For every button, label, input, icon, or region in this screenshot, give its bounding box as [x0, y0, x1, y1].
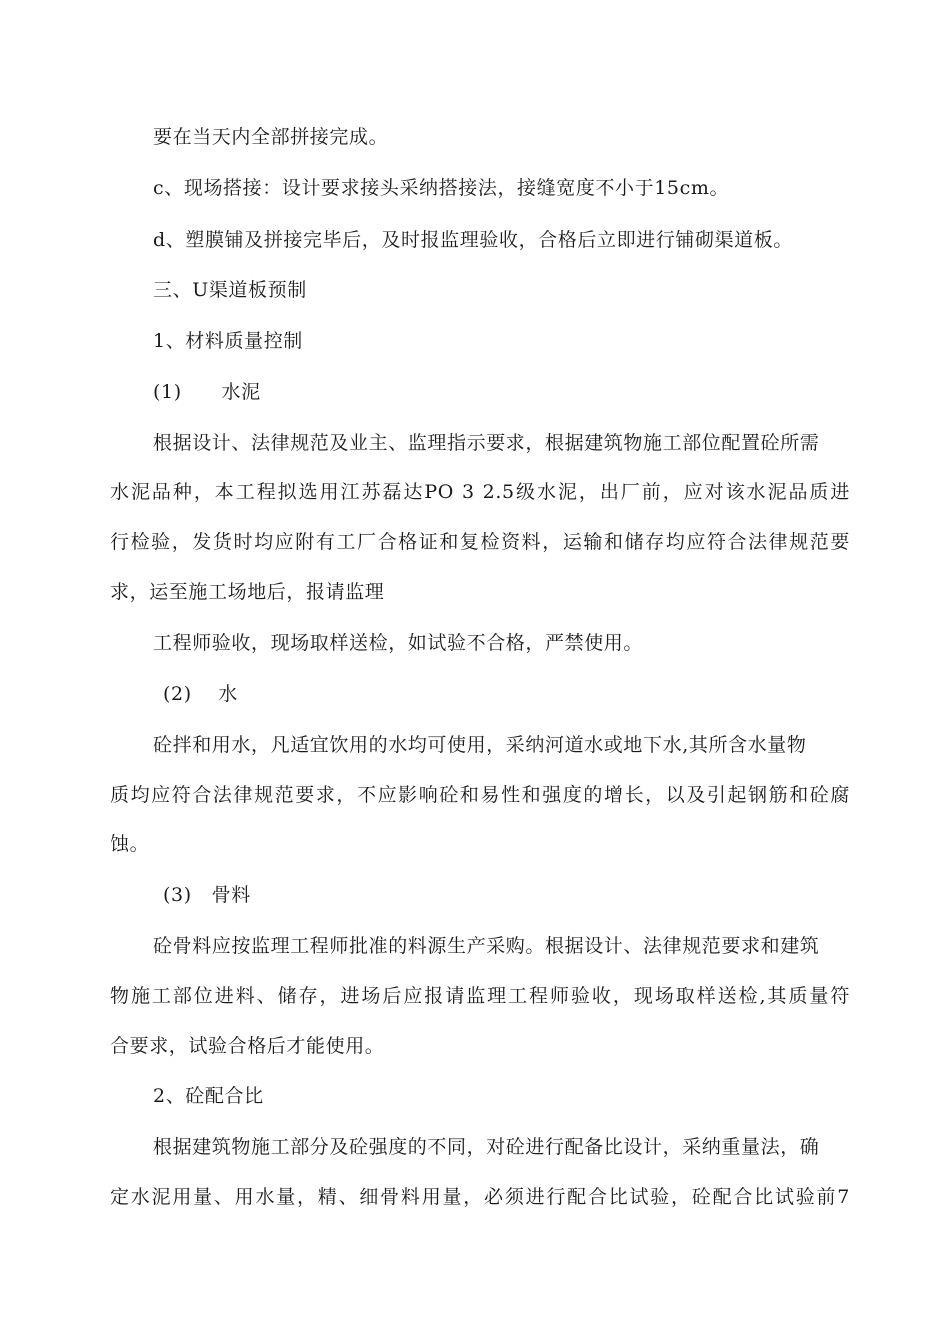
text-line: 砼骨料应按监理工程师批准的料源生产采购。根据设计、法律规范要求和建筑 [153, 935, 820, 957]
subsection-heading: 1、材料质量控制 [153, 330, 303, 352]
text-line: 定水泥用量、用水量，精、细骨料用量，必须进行配合比试验，砼配合比试验前7 [110, 1186, 850, 1208]
subsection-heading: 2、砼配合比 [153, 1085, 264, 1107]
text-line: 合要求，试验合格后才能使用。 [110, 1035, 385, 1057]
text-line: 要在当天内全部拼接完成。 [153, 126, 389, 148]
text-line: 行检验，发货时均应附有工厂合格证和复检资料，运输和储存均应符合法律规范要 [110, 531, 850, 553]
text-line: 水泥品种，本工程拟选用江苏磊达PO 3 2.5级水泥，出厂前，应对该水泥品质进 [110, 481, 850, 503]
item-heading: (3) 骨料 [163, 884, 251, 906]
item-heading: (1) 水泥 [153, 381, 261, 403]
text-line: 求，运至施工场地后，报请监理 [110, 581, 385, 603]
text-line: 物施工部位进料、储存，进场后应报请监理工程师验收，现场取样送检,其质量符 [110, 985, 850, 1007]
text-line: 工程师验收，现场取样送检，如试验不合格，严禁使用。 [153, 632, 644, 654]
text-line: c、现场搭接：设计要求接头采纳搭接法，接缝宽度不小于15cm。 [153, 177, 730, 199]
text-line: 质均应符合法律规范要求，不应影响砼和易性和强度的增长，以及引起钢筋和砼腐 [110, 784, 850, 806]
text-line: 蚀。 [110, 833, 150, 855]
section-heading: 三、U渠道板预制 [153, 279, 307, 301]
text-line: 砼拌和用水，凡适宜饮用的水均可使用，采纳河道水或地下水,其所含水量物 [153, 734, 807, 756]
text-line: 根据设计、法律规范及业主、监理指示要求，根据建筑物施工部位配置砼所需 [153, 432, 820, 454]
text-line: 根据建筑物施工部分及砼强度的不同，对砼进行配备比设计，采纳重量法，确 [153, 1136, 820, 1158]
text-line: d、塑膜铺及拼接完毕后，及时报监理验收，合格后立即进行铺砌渠道板。 [153, 229, 793, 251]
item-heading: (2) 水 [163, 683, 238, 705]
